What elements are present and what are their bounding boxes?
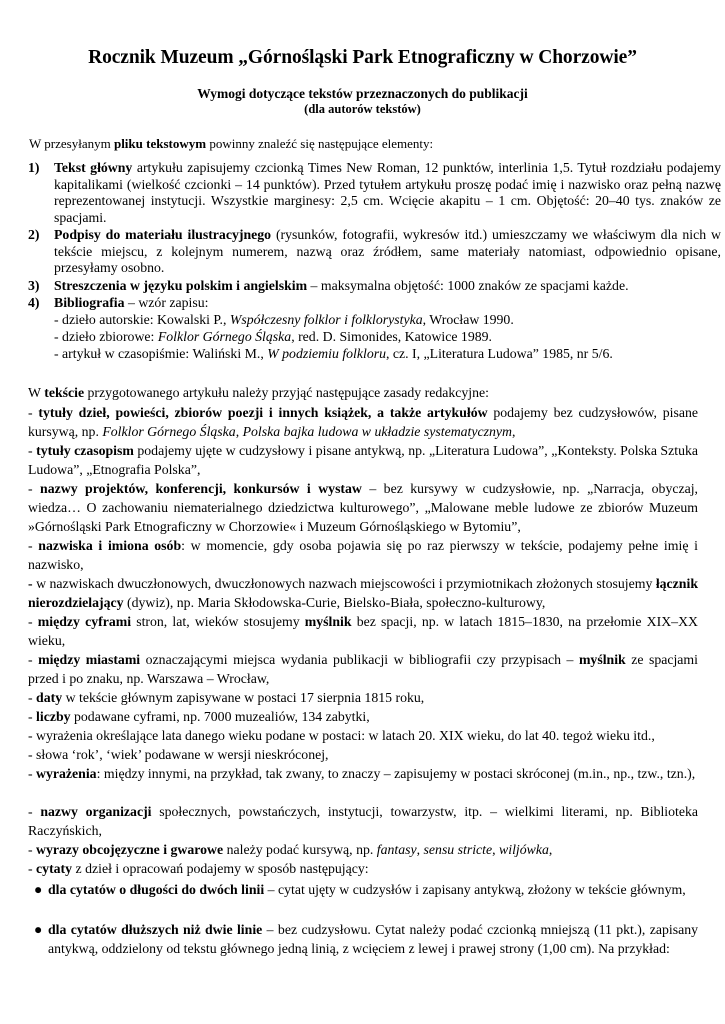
list-number: 4) [28, 295, 40, 310]
list-item-3 [28, 278, 721, 295]
rule-text: należy podać kursywą, np. [223, 842, 377, 857]
rule-text: (dywiz), np. Maria Skłodowska-Curie, Bielsko-Biała, społeczno-kulturowy, [123, 595, 546, 610]
item-text: artykułu zapisujemy czcionką Times New Roman, 12 punktów, interlinia 1,5. Tytuł rozdziału podajemy kapitalikami (wielkość czcionki – 14 punktów). Przed tytułem artykułu proszę podać imię i nazwisko oraz pełną nazwę reprezentowanej instytucji. Wszystkie marginesy: 2,5 cm. Wcięcie akapitu – 1 cm. Objętość: 20–40 tys. znaków ze spacjami. [54, 160, 721, 225]
bibliography-entry [54, 346, 613, 363]
rule-text: z dzieł i opracowań podajemy w sposób następujący: [72, 861, 369, 876]
rule-names [28, 536, 698, 574]
rule-italic: sensu stricte [423, 842, 493, 857]
intro-bold: pliku tekstowym [113, 136, 207, 151]
bib-text: - dzieło autorskie: Kowalski P., [54, 312, 230, 327]
page-subtitle: Wymogi dotyczące tekstów przeznaczonych do publikacji [197, 86, 528, 101]
dash: - [28, 709, 37, 724]
rule-text: : w momencie, gdy osoba pojawia się po raz pierwszy w tekście, podajemy pełne imię i nazwisko, [28, 538, 698, 572]
rule-bold: tytuły dzieł, powieści, zbiorów poezji i innych książek, a także artykułów [38, 405, 488, 420]
text-bold: tekście [44, 385, 85, 400]
item-heading: Tekst główny [54, 160, 133, 175]
dash: - [28, 861, 37, 876]
rule-text: - słowa ‘rok’, ‘wiek’ podawane w wersji nieskróconej, [28, 747, 329, 762]
rule-bold: między cyframi [37, 614, 132, 629]
bullet-text: – bez cudzysłowu. Cytat należy podać czcionką mniejszą (11 pkt.), zapisany antykwą, oddzielony od tekstu głównego jedną linią, z wcięciem z lewej i prawej strony (1,00 cm). Na przykład: [48, 922, 698, 956]
item-text: – wzór zapisu: [124, 295, 209, 310]
rules-lead [28, 383, 698, 402]
rule-italic: Polska bajka ludowa w układzie systematycznym [242, 424, 512, 439]
rule-hyphen [28, 574, 698, 612]
rule-bold: nazwy organizacji [40, 804, 152, 819]
rule-italic: fantasy [376, 842, 417, 857]
rule-bold: myślnik [578, 652, 626, 667]
bullet-bold: dla cytatów o długości do dwóch linii [48, 882, 265, 897]
bullet-icon: ● [34, 922, 43, 937]
bullet-item [34, 920, 698, 958]
rule-bold: nazwiska i imiona osób [38, 538, 182, 553]
rule-bold: tytuły czasopism [36, 443, 134, 458]
bullet-bold: dla cytatów dłuższych niż dwie linie [48, 922, 263, 937]
rule-foreign-words [28, 840, 698, 859]
rule-sep: , [235, 424, 243, 439]
dash: - [28, 576, 33, 591]
text: przygotowanego artykułu należy przyjąć następujące zasady redakcyjne: [84, 385, 489, 400]
item-heading: Bibliografia [54, 295, 125, 310]
bib-title: Folklor Górnego Śląska [157, 329, 292, 344]
rule-text: bez spacji, np. w latach 1815–1830, na przełomie XIX–XX wieku, [28, 614, 699, 648]
rule-bold: łącznik nierozdzielający [28, 576, 698, 610]
list-item-1 [28, 160, 721, 226]
rule-numbers-dash [28, 612, 698, 650]
bib-title: W podziemiu folkloru [267, 346, 387, 361]
rule-words [28, 745, 698, 764]
rule-bold: wyrazy obcojęzyczne i gwarowe [36, 842, 224, 857]
rule-text: oznaczającymi miejsca wydania publikacji w bibliografii czy przypisach – [140, 652, 579, 667]
rule-projects [28, 479, 698, 536]
bib-title: Współczesny folklor i folklorystyka [229, 312, 423, 327]
intro-text: W przesyłanym [29, 136, 114, 151]
rule-bold: nazwy projektów, konferencji, konkursów i wystaw [40, 481, 362, 496]
rule-bold: między miastami [38, 652, 141, 667]
bib-text-end: , Wrocław 1990. [422, 312, 514, 327]
rule-journals [28, 441, 698, 479]
rule-numbers [28, 707, 698, 726]
bib-text-end: , red. D. Simonides, Katowice 1989. [291, 329, 492, 344]
rule-dates [28, 688, 698, 707]
bib-text-end: , cz. I, „Literatura Ludowa” 1985, nr 5/6. [386, 346, 613, 361]
bullet-text: – cytat ujęty w cudzysłów i zapisany antykwą, złożony w tekście głównym, [264, 882, 686, 897]
rule-decades [28, 726, 698, 745]
list-number: 2) [28, 227, 40, 242]
bibliography-entry [54, 312, 514, 329]
rule-abbreviations [28, 764, 698, 783]
list-number: 1) [28, 160, 40, 175]
rule-text: podajemy bez cudzysłowów, pisane kursywą, np. [28, 405, 698, 439]
intro-text-end: powinny znaleźć się następujące elementy: [206, 136, 434, 151]
rule-text: - wyrażenia określające lata danego wieku podane w postaci: w latach 20. XIX wieku, do lat 40. tegoż wieku itd., [28, 728, 655, 743]
page-title: Rocznik Muzeum „Górnośląski Park Etnograficzny w Chorzowie” [88, 47, 637, 68]
dash: - [28, 443, 37, 458]
bib-text: - dzieło zbiorowe: [54, 329, 158, 344]
dash: - [28, 652, 39, 667]
rule-end: , [512, 424, 516, 439]
dash: - [28, 405, 39, 420]
rule-text: podajemy ujęte w cudzysłowy i pisane antykwą, np. „Literatura Ludowa”, „Konteksty. Polska Sztuka Ludowa”, „Etnografia Polska”, [28, 443, 698, 477]
dash: - [28, 804, 41, 819]
rule-text: społecznych, powstańczych, instytucji, towarzystw, itp. – wielkimi literami, np. Biblioteka Raczyńskich, [28, 804, 699, 838]
rule-bold: liczby [36, 709, 71, 724]
rule-quotes [28, 859, 698, 878]
rule-italic: Folklor Górnego Śląska [102, 424, 236, 439]
page-subtitle-note: (dla autorów tekstów) [304, 102, 421, 116]
dash: - [28, 766, 37, 781]
list-item-4 [28, 295, 721, 312]
rule-bold: myślnik [304, 614, 352, 629]
rule-organizations [28, 802, 698, 840]
rule-text: podawane cyframi, np. 7000 muzealiów, 134 zabytki, [70, 709, 370, 724]
item-heading: Podpisy do materiału ilustracyjnego [54, 227, 272, 242]
dash: - [28, 690, 37, 705]
rule-end: , [548, 842, 553, 857]
rule-text: w nazwiskach dwuczłonowych, dwuczłonowych nazwach miejscowości i przymiotnikach złożonych stosujemy [32, 576, 656, 591]
rule-text: stron, lat, wieków stosujemy [131, 614, 305, 629]
bibliography-entry [54, 329, 492, 346]
rule-sep: , [416, 842, 424, 857]
item-heading: Streszczenia w języku polskim i angielskim [54, 278, 308, 293]
rule-cities-dash [28, 650, 698, 688]
bib-text: - artykuł w czasopiśmie: Waliński M., [54, 346, 268, 361]
rule-bold: wyrażenia [36, 766, 97, 781]
list-item-2 [28, 227, 721, 277]
rule-italic: wiljówka [499, 842, 549, 857]
rule-bold: cytaty [36, 861, 73, 876]
rule-text: – bez kursywy w cudzysłowie, np. „Narracja, obyczaj, wiedza… O zachowaniu niematerialnego dziedzictwa kulturowego”, „Malowane meble ludowe ze zbiorów Muzeum »Górnośląski Park Etnograficzny w Chorzowie« i Muzeum Górnośląskiego w Bytomiu”, [28, 481, 699, 534]
rule-sep: , [492, 842, 500, 857]
rule-text: w tekście głównym zapisywane w postaci 17 sierpnia 1815 roku, [62, 690, 425, 705]
text: W [28, 385, 45, 400]
item-text: (rysunków, fotografii, wykresów itd.) umieszczamy we właściwym dla nich w tekście miejscu, z kolejnym numerem, nazwą oraz źródłem, same materiały natomiast, odpowiednio opisane, przesyłamy osobno. [54, 227, 722, 275]
dash: - [28, 842, 37, 857]
bullet-item [34, 880, 698, 899]
rule-bold: daty [36, 690, 63, 705]
rule-titles [28, 403, 698, 441]
dash: - [28, 614, 38, 629]
item-text: – maksymalna objętość: 1000 znaków ze spacjami każde. [307, 278, 629, 293]
dash: - [28, 538, 39, 553]
bullet-icon: ● [34, 882, 43, 897]
dash: - [28, 481, 41, 496]
list-number: 3) [28, 278, 40, 293]
rule-text: : między innymi, na przykład, tak zwany, to znaczy – zapisujemy w postaci skróconej (m.in., np., tzw., tzn.), [96, 766, 696, 781]
intro-line [29, 136, 433, 152]
rule-text: ze spacjami przed i po znaku, np. Warszawa – Wrocław, [28, 652, 698, 686]
